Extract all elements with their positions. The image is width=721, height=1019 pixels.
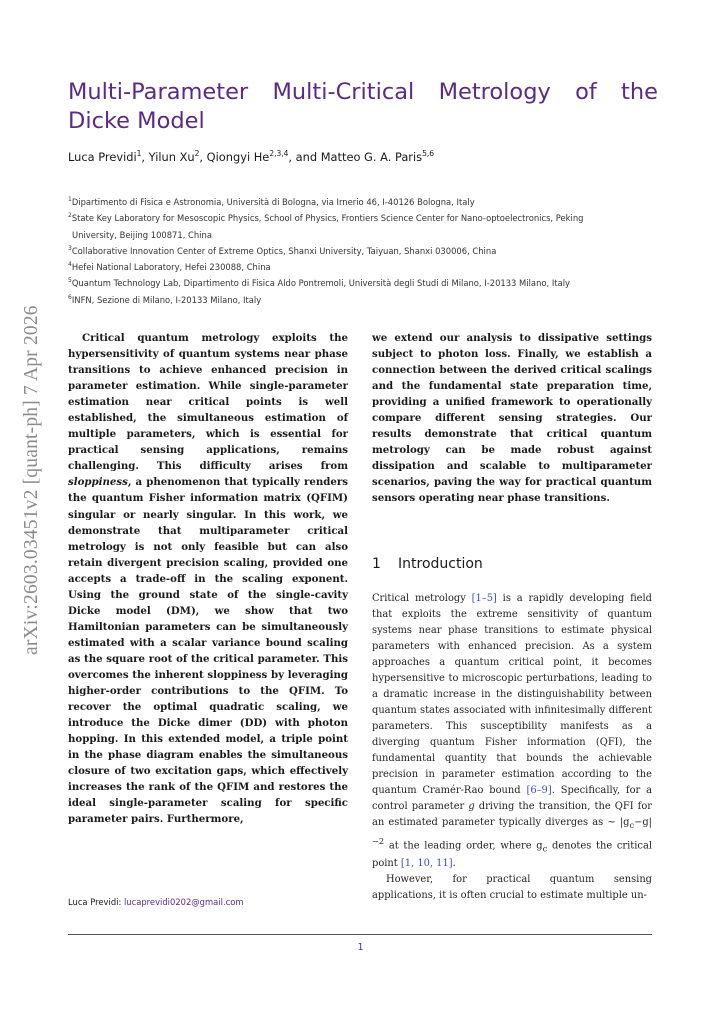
page-number: 1: [357, 942, 364, 953]
author-affiliation-mark: 1: [136, 149, 142, 158]
author-affiliation-mark: 2: [194, 149, 200, 158]
author-separator: ,: [141, 149, 149, 164]
affiliation: [68, 243, 658, 259]
section-title: Introduction: [398, 556, 483, 572]
author-name: Luca Previdi: [68, 149, 137, 164]
section-number: 1: [372, 556, 381, 572]
intro-text: driving the transition, the QFI for an estimated parameter typically diverges as ∼ |g: [372, 801, 652, 828]
author-separator: ,: [199, 149, 207, 164]
math-subscript: c: [542, 843, 548, 854]
author-name: Qiongyi He: [206, 149, 270, 164]
intro-paragraph: [372, 591, 652, 872]
affiliation-text: INFN, Sezione di Milano, I-20133 Milano, Italy: [71, 294, 262, 305]
corresponding-author-label: Luca Previdi:: [68, 897, 122, 907]
affiliation-text: Dipartimento di Fisica e Astronomia, Università di Bologna, via Irnerio 46, I-40126 Bologna, Italy: [71, 197, 475, 207]
affiliation: [68, 259, 658, 275]
affiliation: [68, 194, 658, 210]
affiliation-mark: 6: [68, 293, 72, 301]
intro-text: Critical metrology: [372, 593, 472, 604]
author-affiliation-mark: 2,3,4: [269, 149, 289, 158]
corresponding-author: [68, 897, 244, 907]
affiliation: [68, 210, 658, 243]
author-email-link[interactable]: lucaprevidi0202@gmail.com: [123, 897, 244, 907]
author-list: [68, 149, 658, 164]
abstract-emphasis: sloppiness: [68, 476, 128, 489]
affiliation-text: Hefei National Laboratory, Hefei 230088, China: [71, 262, 271, 273]
citation-link[interactable]: [1–5]: [471, 593, 497, 604]
intro-text: −g|: [634, 817, 652, 828]
author-separator: , and: [288, 149, 321, 164]
affiliation-mark: 5: [68, 277, 72, 285]
affiliation-mark: 4: [68, 261, 72, 269]
math-superscript: −2: [372, 835, 385, 846]
intro-text: .: [452, 858, 456, 870]
intro-paragraph: However, for practical quantum sensing applications, it is often crucial to estimate multiple un-: [372, 874, 652, 902]
section-heading: [372, 556, 652, 572]
abstract-right-column: we extend our analysis to dissipative settings subject to photon loss. Finally, we establish a connection between the derived critical scalings and the fundamental state preparation time, providing a unified framework to operationally compare different sensing strategies. Our results demonstrate that critical quantum metrology can be made robust against dissipation and scalable to multiparameter scenarios, paving the way for practical quantum sensors operating near phase transitions.: [372, 332, 652, 505]
arxiv-identifier: arXiv:2603.03451v2 [quant-ph] 7 Apr 2026: [21, 305, 42, 655]
affiliation-mark: 2: [68, 212, 72, 220]
affiliation: [68, 275, 658, 291]
math-subscript: c: [629, 819, 635, 830]
citation-link[interactable]: [1, 10, 11]: [400, 858, 453, 870]
math-variable: g: [468, 801, 475, 812]
affiliation-text: State Key Laboratory for Mesoscopic Physics, School of Physics, Frontiers Science Center for Nano-optoelectronics, Peking: [71, 213, 584, 224]
intro-text: is a rapidly developing field that exploits the extreme sensitivity of quantum systems near phase transitions to estimate physical parameters with enhanced precision. As a system approaches a quantum critical point, it becomes hypersensitive to microscopic perturbations, leading to a dramatic increase in the distinguishability between quantum states associated with infinitesimally different parameters. This susceptibility manifests as a diverging quantum Fisher information (QFI), the fundamental quantity that bounds the achievable precision in parameter estimation according to the quantum Cramér-Rao bound: [372, 593, 653, 796]
abstract-text: Critical quantum metrology exploits the hypersensitivity of quantum systems near phase transitions to achieve enhanced precision in parameter estimation. While single-parameter estimation near critical points is well established, the simultaneous estimation of multiple parameters, which is essential for practical sensing applications, remains challenging. This difficulty arises from: [68, 332, 348, 473]
abstract-text: , a phenomenon that typically renders the quantum Fisher information matrix (QFIM) singular or nearly singular. In this work, we demonstrate that multiparameter critical metrology is not only feasible but can also retain divergent precision scaling, provided one accepts a trade-off in the scaling exponent. Using the ground state of the single-cavity Dicke model (DM), we show that two Hamiltonian parameters can be simultaneously estimated with a scalar variance bound scaling as the square root of the critical parameter. This overcomes the inherent sloppiness by leveraging higher-order contributions to the QFIM. To recover the optimal quadratic scaling, we introduce the Dicke dimer (DD) with photon hopping. In this extended model, a triple point in the phase diagram enables the simultaneous closure of two excitation gaps, which effectively increases the rank of the QFIM and restores the ideal single-parameter scaling for specific parameter pairs. Furthermore,: [68, 476, 348, 826]
author-name: Matteo G. A. Paris: [320, 149, 423, 164]
paper-title: Multi-Parameter Multi-Critical Metrology of the Dicke Model: [68, 79, 658, 134]
affiliation-text: Quantum Technology Lab, Dipartimento di Fisica Aldo Pontremoli, Università degli Studi di Milano, I-20133 Milano, Italy: [71, 278, 570, 289]
affiliation-text: Collaborative Innovation Center of Extreme Optics, Shanxi University, Taiyuan, Shanxi 030006, China: [71, 245, 497, 256]
intro-text: at the leading order, where g: [384, 840, 543, 852]
author-name: Yilun Xu: [148, 149, 195, 164]
affiliation: [68, 292, 658, 308]
affiliation-mark: 3: [68, 244, 72, 252]
citation-link[interactable]: [6–9]: [526, 785, 552, 796]
affiliation-mark: 1: [68, 196, 72, 203]
affiliation-list: [68, 194, 658, 308]
abstract-left-column: [68, 330, 348, 827]
intro-text: denotes the critical point: [372, 840, 652, 870]
intro-text: . Specifically, for a control parameter: [372, 785, 652, 812]
footer-divider: [68, 934, 652, 935]
affiliation-text-continued: University, Beijing 100871, China: [72, 229, 212, 240]
introduction-body: [372, 591, 652, 904]
author-affiliation-mark: 5,6: [422, 149, 435, 158]
